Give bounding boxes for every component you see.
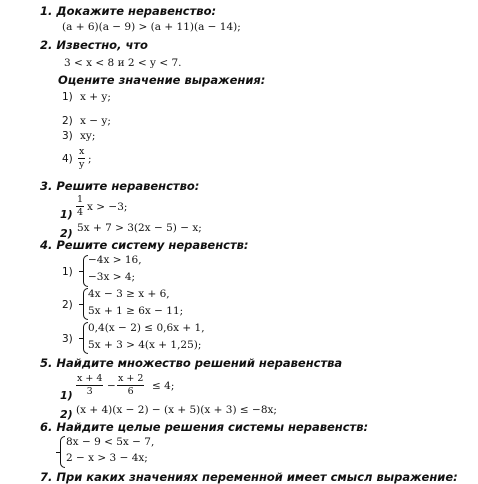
task-5-item-1-minus: − — [107, 380, 116, 392]
task-5-title: 5. Найдите множество решений неравенства — [40, 356, 343, 370]
task-3-title: 3. Решите неравенство: — [40, 179, 200, 193]
task-2-item-1-number: 1) — [62, 91, 73, 103]
task-4-system-1-number: 1) — [62, 266, 73, 278]
task-2-item-3-expression: xy; — [80, 130, 96, 142]
task-5-item-1-number: 1) — [60, 389, 73, 402]
task-4-system-1-line-2: −3x > 4; — [88, 271, 136, 283]
task-4-system-3-line-2: 5x + 3 > 4(x + 1,25); — [88, 339, 202, 351]
task-3-item-1-tail: x > −3; — [87, 201, 128, 213]
task-4-system-2-number: 2) — [62, 299, 73, 311]
fraction-denominator: 4 — [77, 207, 84, 218]
task-2-title: 2. Известно, что — [40, 38, 148, 52]
task-5-item-2-expression: (x + 4)(x − 2) − (x + 5)(x + 3) ≤ −8x; — [76, 404, 277, 416]
task-2-item-4-fraction — [78, 147, 85, 170]
task-6-system-line-1: 8x − 9 < 5x − 7, — [66, 436, 155, 448]
task-5-item-1-fraction-1 — [76, 374, 103, 397]
task-3-item-1-fraction — [76, 195, 84, 218]
task-2-item-3-number: 3) — [62, 130, 73, 142]
task-3-item-2-expression: 5x + 7 > 3(2x − 5) − x; — [77, 222, 202, 234]
task-5-item-1-fraction-2 — [117, 374, 144, 397]
task-2-item-2-number: 2) — [62, 115, 73, 127]
fraction-numerator: 1 — [77, 194, 84, 205]
fraction-numerator: x — [79, 146, 85, 157]
task-2-item-4-number: 4) — [62, 153, 73, 165]
task-4-system-3-line-1: 0,4(x − 2) ≤ 0,6x + 1, — [88, 322, 205, 334]
task-2-item-1-expression: x + y; — [80, 91, 111, 103]
task-4-title: 4. Решите систему неравенств: — [40, 238, 249, 252]
task-2-item-4-tail: ; — [88, 153, 92, 165]
task-1-expression: (a + 6)(a − 9) > (a + 11)(a − 14); — [62, 21, 241, 33]
task-5-item-2-number: 2) — [60, 408, 73, 421]
task-2-given: 3 < x < 8 и 2 < y < 7. — [64, 57, 182, 69]
task-2-subtitle: Оцените значение выражения: — [58, 73, 266, 87]
task-4-system-1-line-1: −4x > 16, — [88, 254, 142, 266]
system-brace — [60, 436, 65, 468]
task-7-title: 7. При каких значениях переменной имеет смысл выражение: — [40, 470, 458, 484]
task-4-system-3-number: 3) — [62, 333, 73, 345]
task-4-system-2-line-2: 5x + 1 ≥ 6x − 11; — [88, 305, 184, 317]
task-3-item-1-number: 1) — [60, 208, 73, 221]
task-6-title: 6. Найдите целые решения системы неравенств: — [40, 420, 369, 434]
task-4-system-2-line-1: 4x − 3 ≥ x + 6, — [88, 288, 170, 300]
task-1-title: 1. Докажите неравенство: — [40, 4, 217, 18]
fraction-denominator: 6 — [127, 386, 134, 397]
fraction-denominator: y — [79, 159, 85, 170]
fraction-denominator: 3 — [86, 386, 93, 397]
task-2-item-2-expression: x − y; — [80, 115, 111, 127]
fraction-numerator: x + 4 — [77, 373, 103, 384]
task-3-item-2-number: 2) — [60, 227, 73, 240]
fraction-numerator: x + 2 — [118, 373, 144, 384]
task-6-system-line-2: 2 − x > 3 − 4x; — [66, 452, 148, 464]
task-5-item-1-tail: ≤ 4; — [152, 380, 175, 392]
